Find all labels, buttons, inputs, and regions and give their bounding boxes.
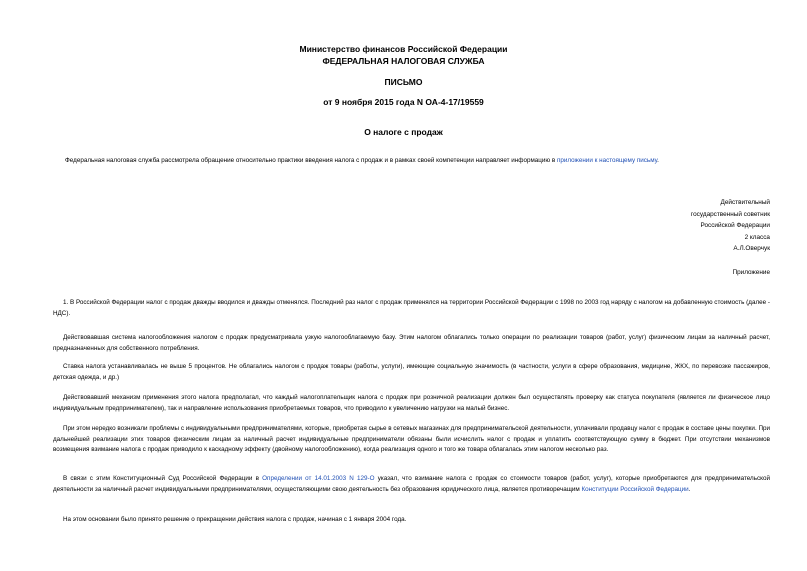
- signatory-name: А.Л.Оверчук: [733, 245, 770, 253]
- paragraph-6-end: .: [688, 485, 691, 493]
- signature-block: [691, 197, 770, 255]
- constitution-link[interactable]: Конституции Российской Федерации: [581, 485, 689, 493]
- signature-line: Российской Федерации: [700, 222, 770, 230]
- intro-end: .: [657, 157, 659, 164]
- service-name: ФЕДЕРАЛЬНАЯ НАЛОГОВАЯ СЛУЖБА: [322, 56, 485, 66]
- court-ruling-link[interactable]: Определении от 14.01.2003 N 129-О: [262, 475, 375, 482]
- appendix-link[interactable]: приложении к настоящему письму: [557, 157, 658, 164]
- ministry-name: Министерство финансов Российской Федерации: [299, 44, 508, 54]
- paragraph-6-text: В связи с этим Конституционный Суд Российской Федерации в: [63, 475, 263, 482]
- paragraph-4: Действовавший механизм применения этого налога предполагал, что каждый налогоплательщик налога с продаж при розничной реализации должен был осуществлять проверку как статуса покупателя (является ли физическое лицо индивидуальным предпринимателем), так и направление использования приобретаемых товаров, что приводило к увеличению нагрузки на малый бизнес.: [53, 394, 770, 412]
- paragraph-5: При этом нередко возникали проблемы с индивидуальными предпринимателями, которые, приобретая сырье в сетевых магазинах для предпринимательской деятельности, уплачивали продавцу налог с продаж в составе цены покупки. При дальнейшей реализации этих товаров физическим лицам за наличный расчет индивидуальные предприниматели обязаны были исчислить налог с продаж и уплатить соответствующую сумму в бюджет. При отсутствии механизмов возмещения взимание налога с продаж приводило к каскадному эффекту (двойному налогообложению), когда реализация одного и того же товара облагалась этим налогом несколько раз.: [53, 425, 770, 454]
- paragraph-1: 1. В Российской Федерации налог с продаж дважды вводился и дважды отменялся. Последний раз налог с продаж применялся на территории Российской Федерации с 1998 по 2003 год наряду с налогом на добавленную стоимость (далее - НДС).: [53, 299, 770, 317]
- document-subject: О налоге с продаж: [364, 127, 443, 137]
- document-date-number: от 9 ноября 2015 года N ОА-4-17/19559: [323, 97, 484, 107]
- signature-line: Действительный: [720, 199, 770, 206]
- document-type: ПИСЬМО: [384, 77, 423, 87]
- paragraph-6-text: указал, что взимание налога с продаж со стоимости товаров (работ, услуг), которые приобретаются для предпринимательской деятельности за наличный расчет индивидуальными предпринимателями, осуществляющими свою деятельность без образования юридического лица, является противоречащим: [53, 475, 771, 493]
- intro-paragraph: [65, 157, 785, 165]
- paragraph-6: [53, 474, 770, 495]
- signature-line: 2 класса: [744, 233, 770, 241]
- paragraph-7: На этом основании было принято решение о прекращении действия налога с продаж, начиная с 1 января 2004 года.: [63, 516, 407, 523]
- paragraph-2: Действовавшая система налогообложения налогом с продаж предусматривала узкую налогооблагаемую базу. Этим налогом облагались только операции по реализации товаров (работ, услуг) физическим лицам за наличный расчет, предназначенных для собственного потребления.: [53, 334, 770, 352]
- paragraph-3: Ставка налога устанавливалась не выше 5 процентов. Не облагались налогом с продаж товары (работы, услуги), имеющие социальную значимость (в частности, услуги в сфере образования, медицине, ЖКХ, по перевозке пассажиров, детская одежда, и др.): [53, 363, 770, 381]
- appendix-label: Приложение: [732, 269, 770, 276]
- intro-text: Федеральная налоговая служба рассмотрела обращение относительно практики введения налога с продаж и в рамках своей компетенции направляет информацию в: [65, 157, 557, 164]
- signature-line: государственный советник: [690, 210, 770, 218]
